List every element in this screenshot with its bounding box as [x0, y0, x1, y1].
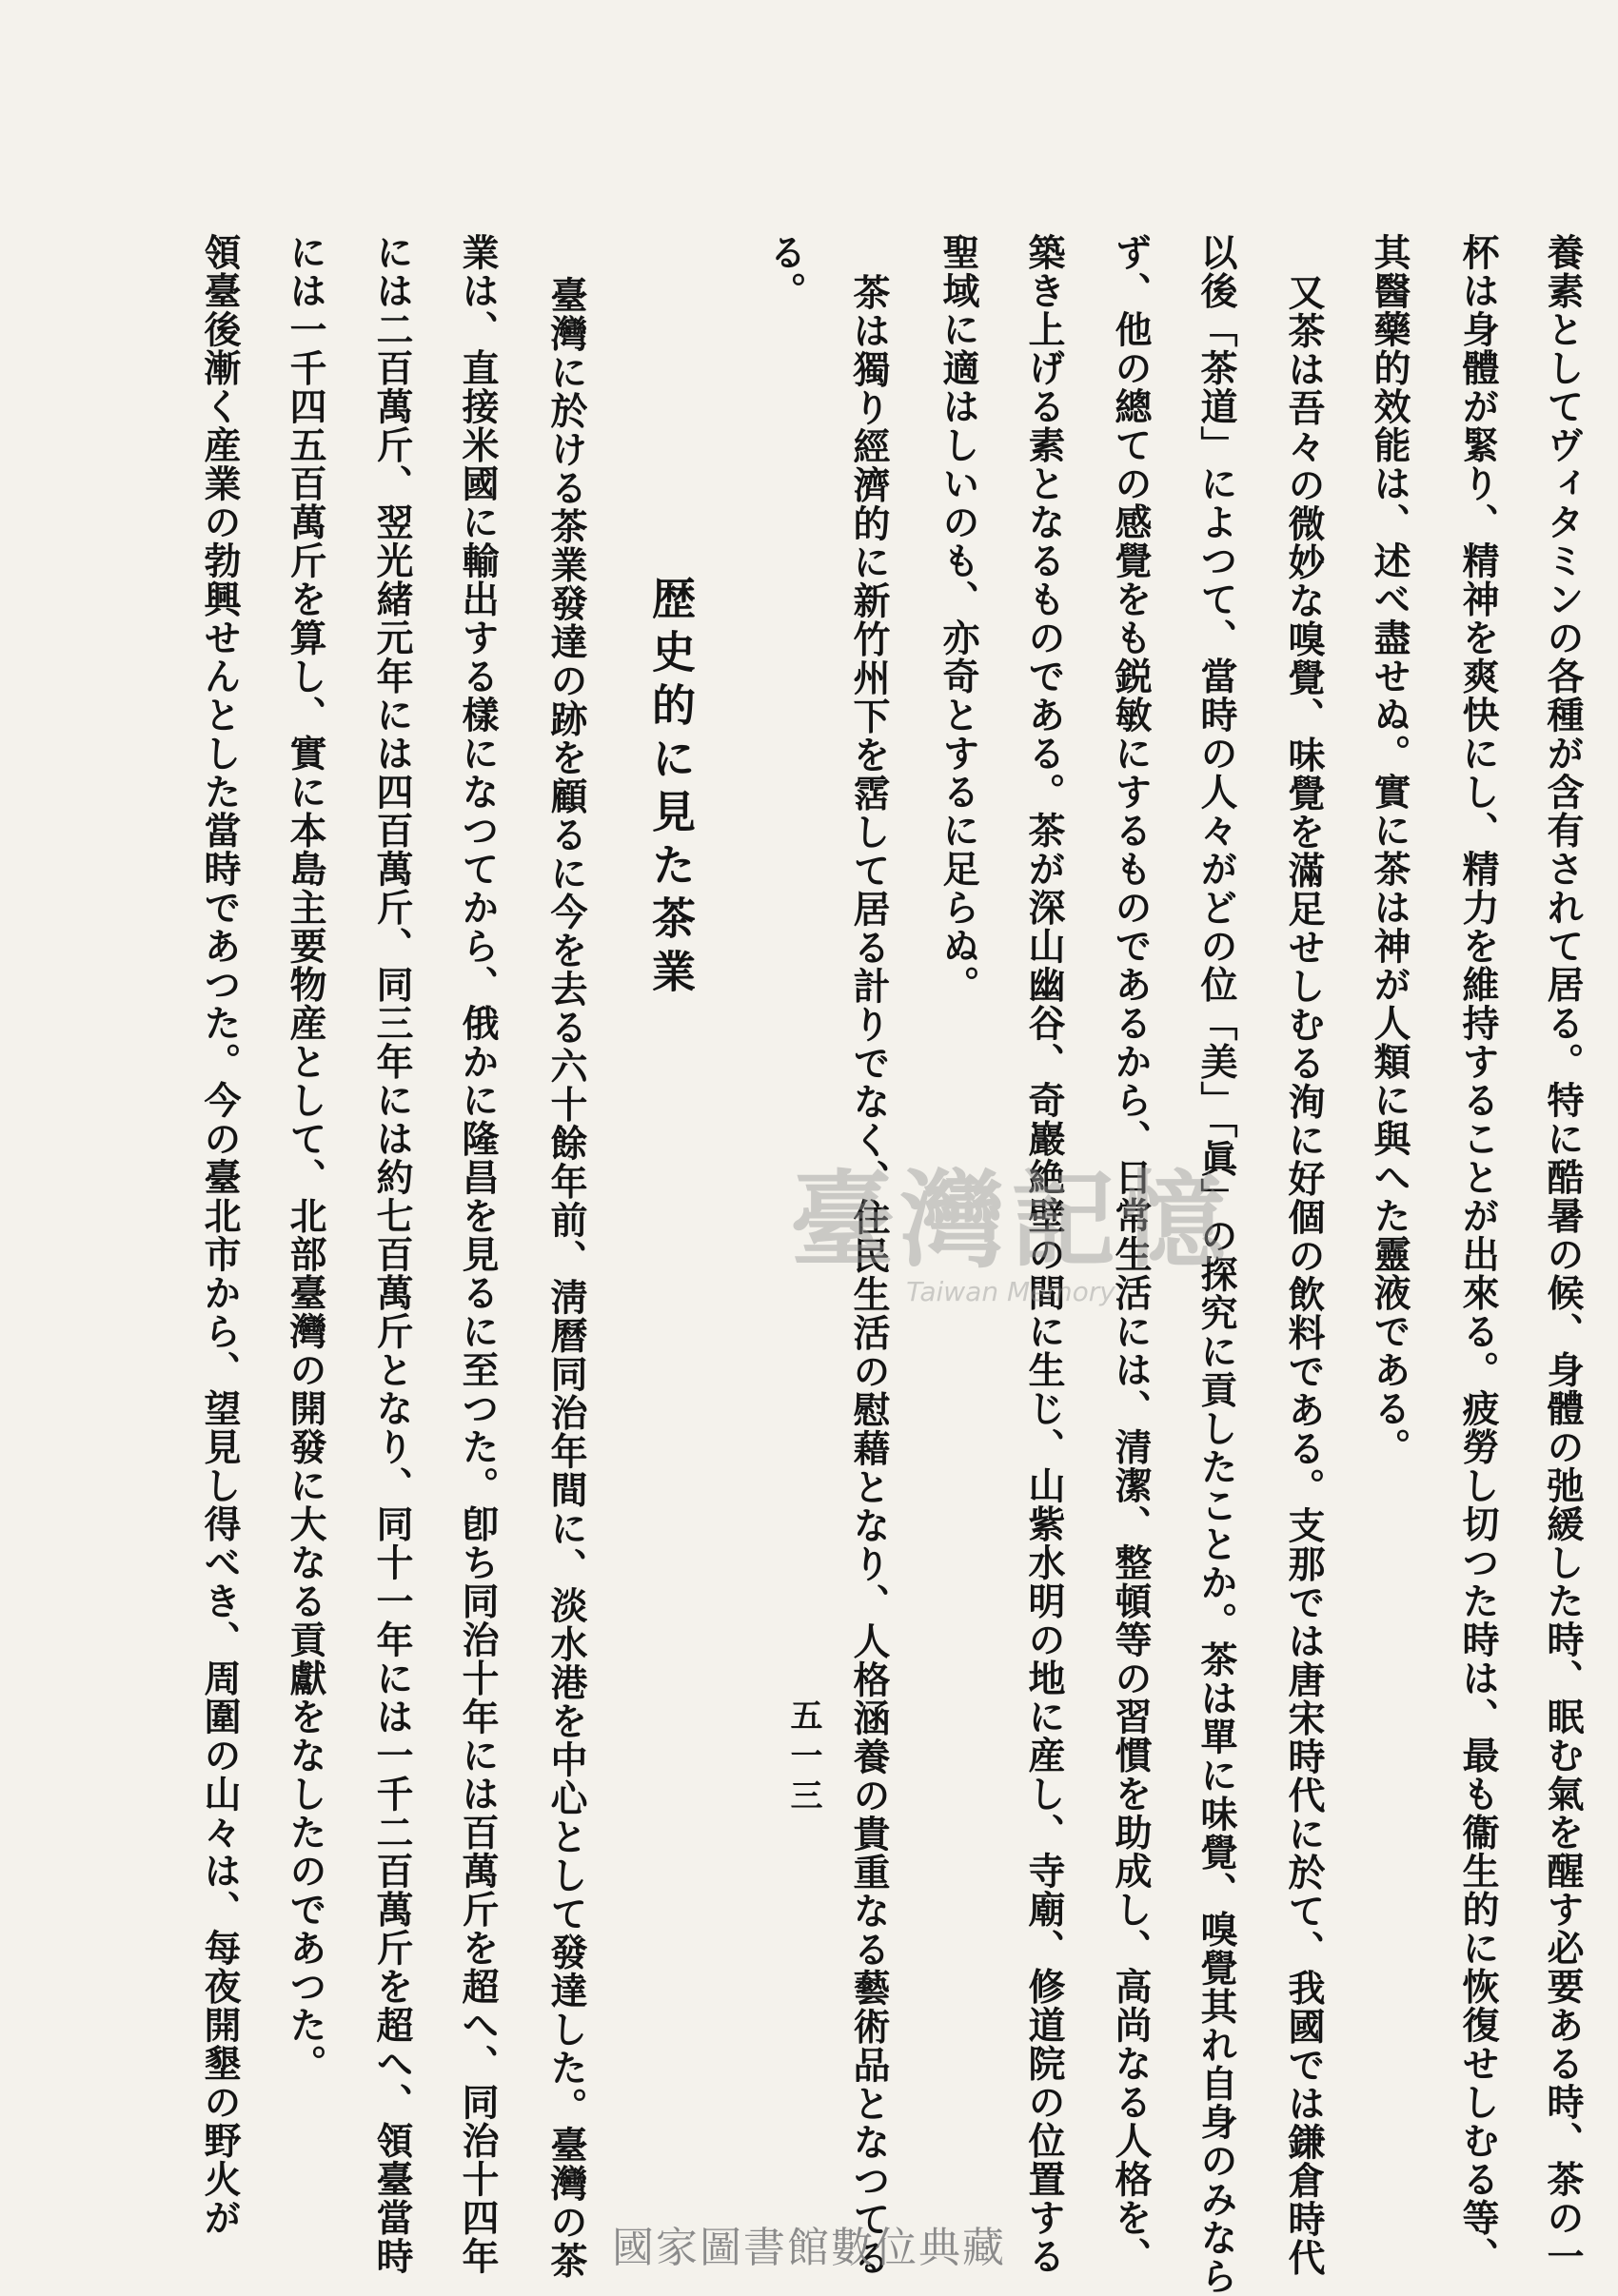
text-column-9: 茶は獨り經濟的に新竹州下を霑して居る計りでなく、住民生活の慰藉となり、人格涵養の貴重なる藝術品となつてる: [847, 273, 891, 2277]
text-column-5: 以後「茶道」によつて、當時の人々がどの位「美」「眞」の探究に貢したことか。茶は單に味覺、嗅覺其れ自身のみなら: [1194, 233, 1238, 2296]
text-column-13: には二百萬斤、翌光緒元年には四百萬斤、同三年には約七百萬斤となり、同十一年には一千二百萬斤を超へ、領臺當時: [370, 233, 414, 2276]
text-column-11: 臺灣に於ける茶業發達の跡を顧るに今を去る六十餘年前、淸曆同治年間に、淡水港を中心として發達した。臺灣の茶: [544, 276, 588, 2280]
text-column-2: 杯は身體が緊り、精神を爽快にし、精力を維持することが出來る。疲勞し切つた時は、最も衞生的に恢復せしむる等、: [1456, 233, 1500, 2276]
text-column-7: 築き上げる素となるものである。茶が深山幽谷、奇巖絶壁の間に生じ、山紫水明の地に産し、寺廟、修道院の位置する: [1022, 233, 1066, 2276]
text-column-12: 業は、直接米國に輸出する樣になつてから、俄かに隆昌を見るに至つた。卽ち同治十年には百萬斤を超へ、同治十四年: [456, 233, 500, 2276]
text-column-10: る。: [763, 233, 807, 310]
text-column-1: 養素としてヴィタミンの各種が含有されて居る。特に酷暑の候、身體の弛緩した時、眠む氣を醒す必要ある時、茶の一: [1541, 233, 1585, 2276]
watermark-text: 臺灣記憶: [790, 1159, 1232, 1282]
watermark-subtext: Taiwan Memory: [906, 1276, 1115, 1307]
section-heading: 歴史的に見た茶業: [645, 576, 697, 1002]
text-column-6: ず、他の總ての感覺をも鋭敏にするものであるから、日常生活には、清潔、整頓等の習慣を助成し、高尚なる人格を、: [1109, 233, 1153, 2276]
text-column-4: 又茶は吾々の微妙な嗅覺、味覺を滿足せしむる洵に好個の飲料である。支那では唐宋時代に於て、我國では鎌倉時代: [1282, 273, 1326, 2277]
text-column-8: 聖域に適はしいのも、亦奇とするに足らぬ。: [937, 233, 980, 1004]
watermark-logo: [790, 1137, 1232, 1307]
text-column-15: 領臺後漸く産業の勃興せんとした當時であつた。今の臺北市から、望見し得べき、周圍の山々は、每夜開墾の野火が: [198, 233, 242, 2237]
footer-credit: 國家圖書館數位典藏: [612, 2224, 1006, 2272]
text-column-14: には一千四五百萬斤を算し、實に本島主要物産として、北部臺灣の開發に大なる貢獻をなしたのであつた。: [284, 233, 327, 2083]
page-number: 五一三: [784, 1698, 822, 1818]
text-column-3: 其醫藥的效能は、述べ盡せぬ。實に茶は神が人類に與へた靈液である。: [1368, 233, 1411, 1466]
